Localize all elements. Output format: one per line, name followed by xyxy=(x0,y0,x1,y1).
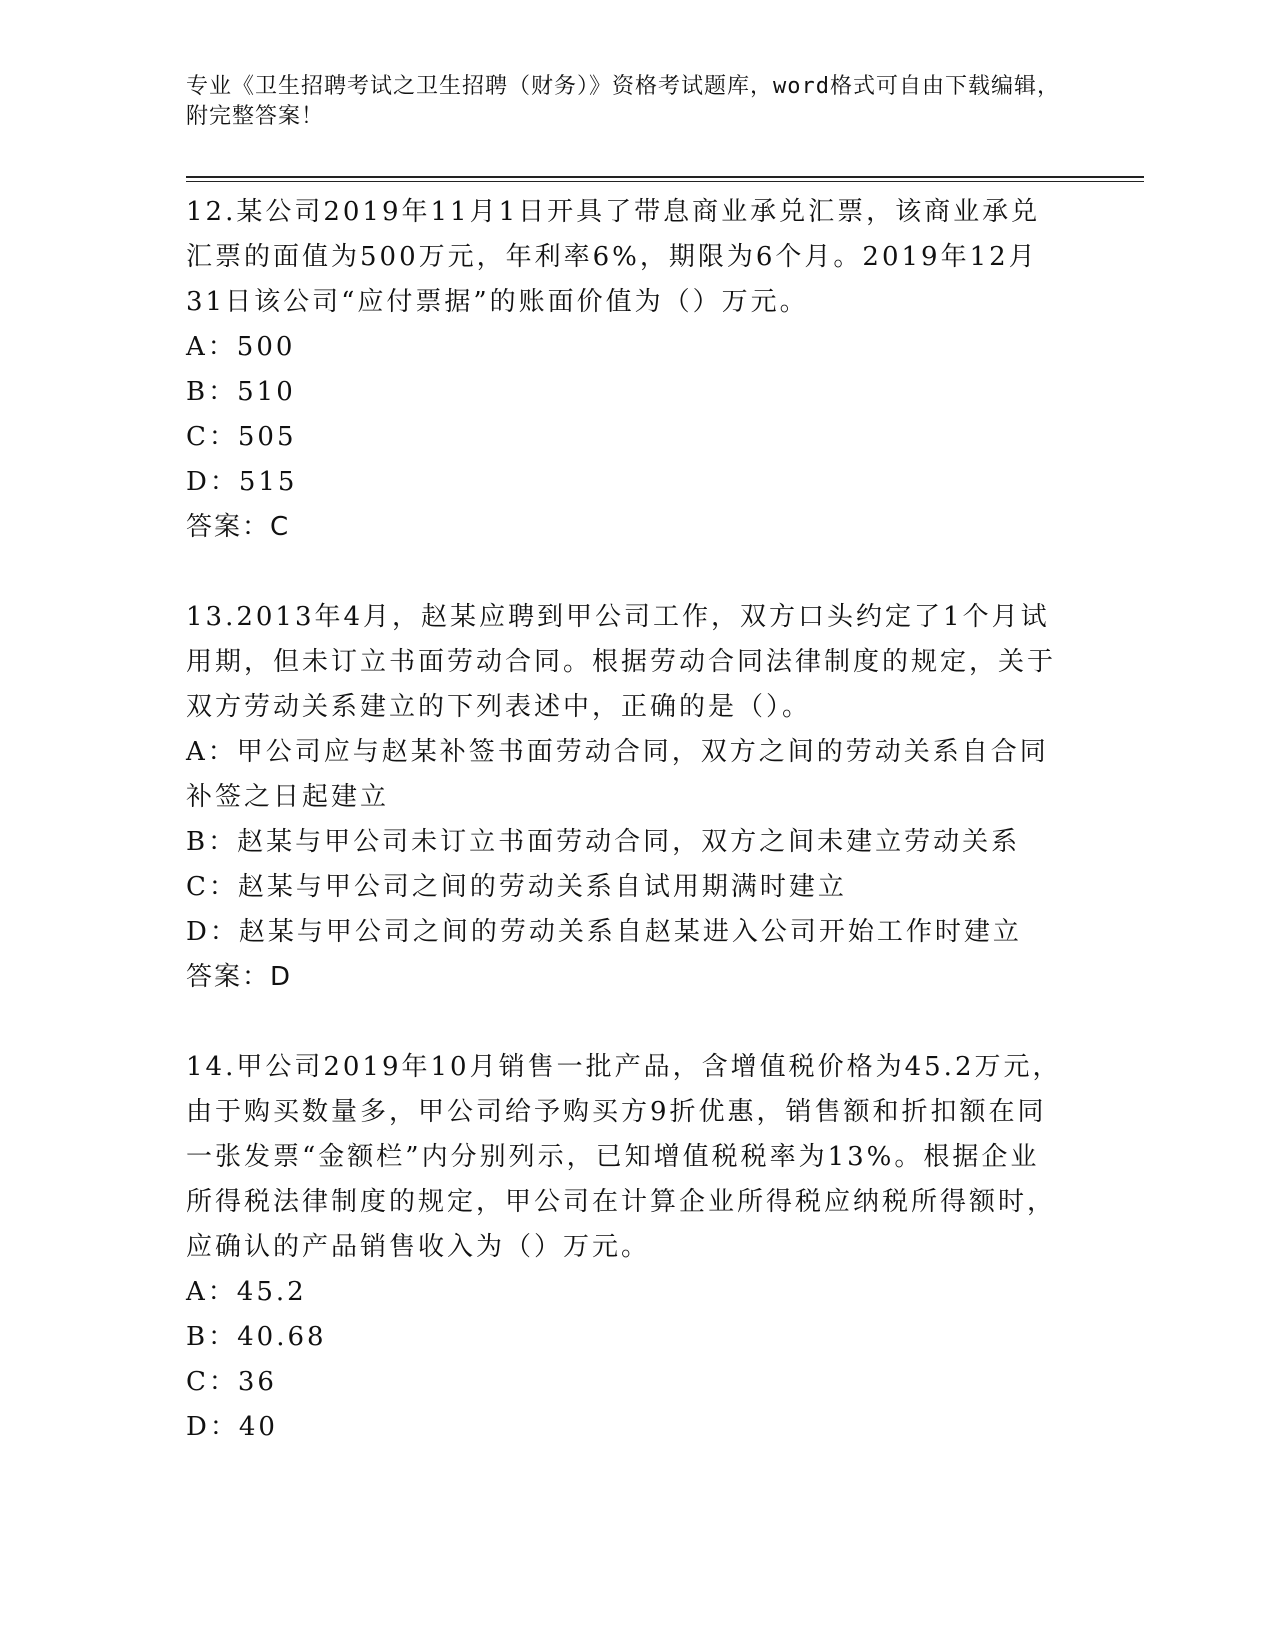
question-stem: 13.2013年4月，赵某应聘到甲公司工作，双方口头约定了1个月试用期，但未订立书面劳动合同。根据劳动合同法律制度的规定，关于双方劳动关系建立的下列表述中，正确的是（）。 xyxy=(186,602,1057,722)
option-d: D：515 xyxy=(186,467,298,497)
question-stem: 12.某公司2019年11月1日开具了带息商业承兑汇票，该商业承兑汇票的面值为500万元，年利率6%，期限为6个月。2019年12月31日该公司“应付票据”的账面价值为（）万元。 xyxy=(186,197,1041,317)
header-rule-thin xyxy=(186,181,1144,182)
question-spacer xyxy=(186,1000,1066,1045)
question-list xyxy=(186,190,1066,1450)
option-c: C：36 xyxy=(186,1367,277,1397)
option-c: C：赵某与甲公司之间的劳动关系自试用期满时建立 xyxy=(186,872,847,902)
question-spacer xyxy=(186,550,1066,595)
option-d: D：40 xyxy=(186,1412,278,1442)
option-a: A：500 xyxy=(186,332,296,362)
header-rule-thick xyxy=(186,176,1144,178)
document-header: 专业《卫生招聘考试之卫生招聘（财务）》资格考试题库，word格式可自由下载编辑，附完整答案！ xyxy=(186,74,1060,129)
option-a: A：甲公司应与赵某补签书面劳动合同，双方之间的劳动关系自合同补签之日起建立 xyxy=(186,737,1049,812)
option-b: B：40.68 xyxy=(186,1322,327,1352)
option-c: C：505 xyxy=(186,422,297,452)
question-12 xyxy=(186,190,1066,550)
question-13 xyxy=(186,595,1066,1000)
option-a: A：45.2 xyxy=(186,1277,307,1307)
option-d: D：赵某与甲公司之间的劳动关系自赵某进入公司开始工作时建立 xyxy=(186,917,1022,947)
answer: 答案：D xyxy=(186,962,293,992)
option-b: B：510 xyxy=(186,377,296,407)
answer: 答案：C xyxy=(186,512,291,542)
question-stem: 14.甲公司2019年10月销售一批产品，含增值税价格为45.2万元，由于购买数量多，甲公司给予购买方9折优惠，销售额和折扣额在同一张发票“金额栏”内分别列示，已知增值税税率为13%。根据企业所得税法律制度的规定，甲公司在计算企业所得税应纳税所得额时，应确认的产品销售收入为（）万元。 xyxy=(186,1052,1062,1262)
option-b: B：赵某与甲公司未订立书面劳动合同，双方之间未建立劳动关系 xyxy=(186,827,1021,857)
question-14 xyxy=(186,1045,1066,1450)
